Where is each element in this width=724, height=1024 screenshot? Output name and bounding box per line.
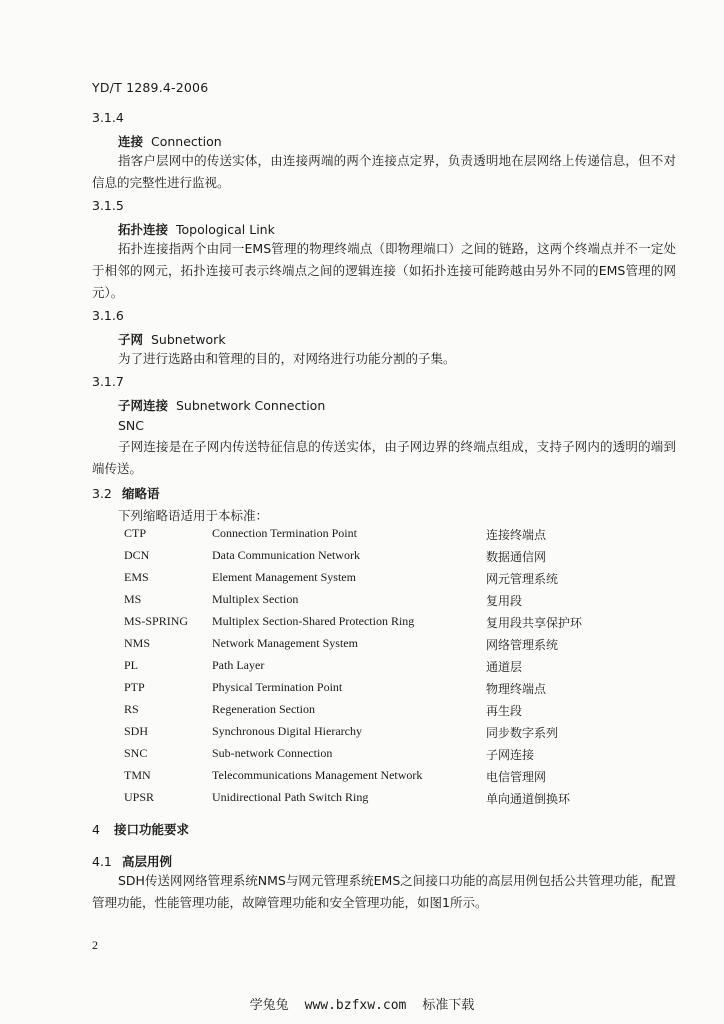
term-en: Connection (151, 134, 222, 149)
abbreviation-cell: MS (124, 592, 142, 606)
term-zh: 子网连接 (118, 398, 169, 413)
clause-number: 3.1.7 (92, 374, 124, 389)
table-row (124, 610, 644, 632)
term-abbreviation: SNC (118, 418, 145, 433)
abbreviation-cell: PL (124, 658, 139, 672)
english-term-cell: Data Communication Network (212, 548, 360, 562)
table-row (124, 698, 644, 720)
section-title: 高层用例 (122, 854, 173, 869)
abbreviation-cell: CTP (124, 526, 147, 540)
chinese-term-cell: 通道层 (486, 660, 523, 674)
footer-tagline: 标准下载 (422, 998, 475, 1013)
chinese-term-cell: 数据通信网 (486, 550, 547, 564)
abbreviation-cell: UPSR (124, 790, 155, 804)
english-term-cell: Element Management System (212, 570, 356, 584)
abbreviation-cell: PTP (124, 680, 145, 694)
clause-number: 3.1.6 (92, 308, 124, 323)
table-row (124, 566, 644, 588)
term-title (118, 132, 222, 150)
table-row (124, 676, 644, 698)
section-heading-4-1 (92, 852, 172, 870)
english-term-cell: Connection Termination Point (212, 526, 357, 540)
term-definition: 子网连接是在子网内传送特征信息的传送实体，由子网边界的终端点组成，支持子网内的透明的端到端传送。 (92, 439, 676, 476)
term-definition: 指客户层网中的传送实体，由连接两端的两个连接点定界，负责透明地在层网络上传递信息，但不对信息的完整性进行监视。 (92, 153, 676, 190)
section-title: 缩略语 (122, 486, 160, 501)
section-number: 4 (92, 822, 100, 837)
english-term-cell: Multiplex Section (212, 592, 299, 606)
term-zh: 拓扑连接 (118, 222, 169, 237)
table-row (124, 632, 644, 654)
document-header: YD/T 1289.4-2006 (92, 80, 209, 95)
abbreviation-table (124, 522, 644, 808)
english-term-cell: Multiplex Section-Shared Protection Ring (212, 614, 415, 628)
clause-number: 3.1.4 (92, 110, 124, 125)
chinese-term-cell: 同步数字系列 (486, 726, 559, 740)
section-heading-3-2 (92, 484, 160, 502)
english-term-cell: Unidirectional Path Switch Ring (212, 790, 369, 804)
term-en: Topological Link (176, 222, 275, 237)
table-row (124, 522, 644, 544)
chinese-term-cell: 电信管理网 (486, 770, 547, 784)
abbreviation-cell: SDH (124, 724, 149, 738)
footer-url[interactable]: www.bzfxw.com (304, 998, 407, 1013)
abbreviation-cell: SNC (124, 746, 148, 760)
abbreviation-cell: NMS (124, 636, 151, 650)
abbreviation-cell: RS (124, 702, 139, 716)
english-term-cell: Sub-network Connection (212, 746, 333, 760)
term-title (118, 220, 275, 238)
chinese-term-cell: 再生段 (486, 704, 523, 718)
chinese-term-cell: 单向通道倒换环 (486, 792, 571, 806)
footer-site-name: 学兔兔 (249, 998, 289, 1013)
term-zh: 连接 (118, 134, 144, 149)
table-row (124, 544, 644, 566)
table-row (124, 764, 644, 786)
term-en: Subnetwork Connection (176, 398, 326, 413)
term-definition: 为了进行选路由和管理的目的，对网络进行功能分割的子集。 (118, 351, 456, 366)
table-row (124, 588, 644, 610)
page-number: 2 (92, 938, 98, 952)
term-title (118, 330, 226, 348)
clause-number: 3.1.5 (92, 198, 124, 213)
english-term-cell: Path Layer (212, 658, 265, 672)
table-row (124, 786, 644, 808)
term-zh: 子网 (118, 332, 144, 347)
english-term-cell: Synchronous Digital Hierarchy (212, 724, 362, 738)
section-paragraph: SDH传送网网络管理系统NMS与网元管理系统EMS之间接口功能的高层用例包括公共管理功能，配置管理功能，性能管理功能，故障管理功能和安全管理功能，如图1所示。 (92, 873, 676, 910)
english-term-cell: Regeneration Section (212, 702, 315, 716)
chinese-term-cell: 连接终端点 (486, 528, 547, 542)
english-term-cell: Telecommunications Management Network (212, 768, 423, 782)
section-number: 4.1 (92, 854, 112, 869)
term-en: Subnetwork (151, 332, 226, 347)
table-row (124, 742, 644, 764)
term-definition: 拓扑连接指两个由同一EMS管理的物理终端点（即物理端口）之间的链路，这两个终端点并不一定处于相邻的网元，拓扑连接可表示终端点之间的逻辑连接（如拓扑连接可能跨越由另外不同的EMS管理的网元）。 (92, 241, 676, 300)
abbreviation-cell: TMN (124, 768, 151, 782)
chinese-term-cell: 子网连接 (486, 748, 535, 762)
section-title: 接口功能要求 (114, 822, 190, 837)
chinese-term-cell: 物理终端点 (486, 682, 547, 696)
abbreviation-cell: MS-SPRING (124, 614, 189, 628)
chinese-term-cell: 网元管理系统 (486, 572, 559, 586)
table-row (124, 654, 644, 676)
term-title (118, 396, 325, 414)
abbreviation-lead: 下列缩略语适用于本标准： (118, 508, 269, 523)
section-heading-4 (92, 820, 189, 838)
abbreviation-cell: EMS (124, 570, 149, 584)
chinese-term-cell: 网络管理系统 (486, 638, 559, 652)
section-number: 3.2 (92, 486, 112, 501)
abbreviation-cell: DCN (124, 548, 150, 562)
watermark-footer (0, 994, 724, 1013)
english-term-cell: Physical Termination Point (212, 680, 343, 694)
chinese-term-cell: 复用段 (486, 594, 523, 608)
chinese-term-cell: 复用段共享保护环 (486, 616, 583, 630)
english-term-cell: Network Management System (212, 636, 358, 650)
table-row (124, 720, 644, 742)
